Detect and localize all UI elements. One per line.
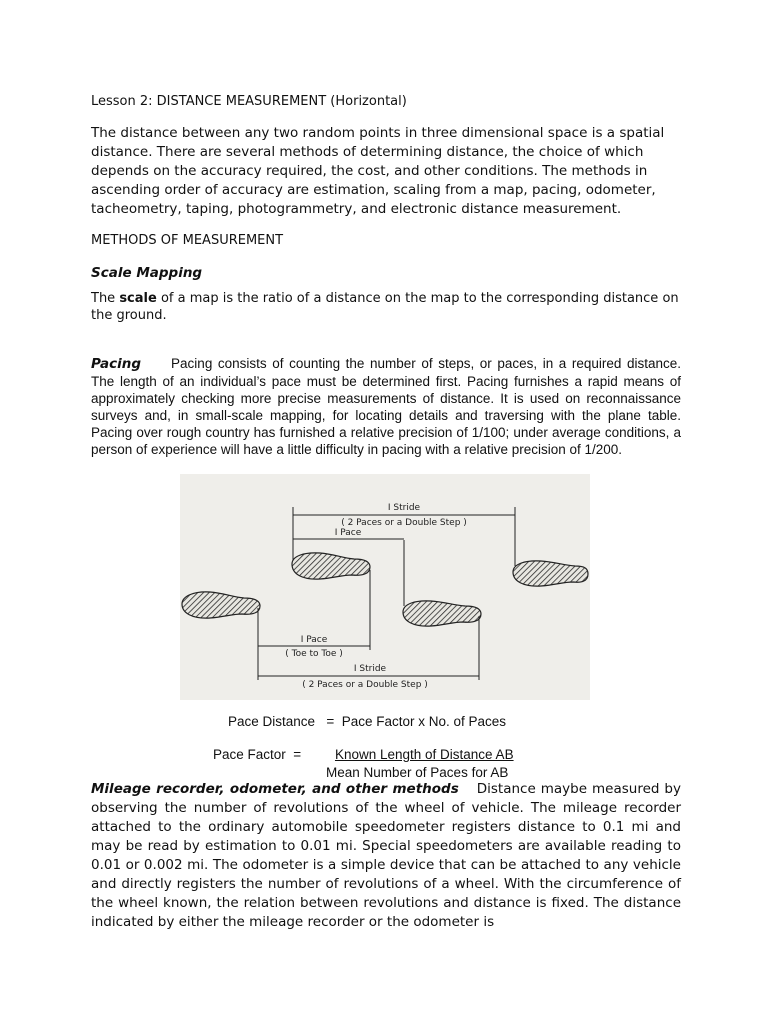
pace-factor-numerator: Known Length of Distance AB (334, 747, 514, 762)
scale-mapping-heading: Scale Mapping (91, 265, 203, 281)
methods-heading: METHODS OF MEASUREMENT (91, 233, 284, 248)
mileage-text: Distance maybe measured by observing the number of revolutions of the wheel of vehicle. The mileage recorder attached to the ordinary automobile speedometer registers distance to 0.1 mi and may be read by estimation to 0.01 mi. Special speedometers are available reading to 0.01 or 0.002 mi. The odometer is a simple device that can be attached to any vehicle and directly registers the number of revolutions of a wheel. With the circumference of the wheel known, the relation between revolutions and distance is fixed. The distance indicated by either the mileage recorder or the odometer is (91, 781, 681, 930)
top-pace-label: I Pace (334, 528, 362, 538)
pacing-text: Pacing consists of counting the number of steps, or paces, in a required distance. The length of an individual’s pace must be determined first. Pacing furnishes a rapid means of approximately checking more precise measurements of distance. It is used on reconnaissance surveys and, in small-scale mapping, for locating details and traversing with the plane table. Pacing over rough country has furnished a relative precision of 1/100; under average conditions, a person of experience will have a little difficulty in pacing with a relative precision of 1/200. (91, 356, 681, 457)
pace-factor-denominator: Mean Number of Paces for AB (326, 765, 509, 780)
pace-distance-lhs: Pace Distance (228, 714, 316, 729)
bottom-pace-note: ( Toe to Toe ) (285, 649, 343, 659)
mileage-lead: Mileage recorder, odometer, and other methods (91, 781, 459, 797)
top-stride-note: ( 2 Paces or a Double Step ) (341, 518, 467, 528)
lesson-title: Lesson 2: DISTANCE MEASUREMENT (Horizontal) (91, 94, 407, 109)
pace-factor-formula (213, 746, 643, 763)
equals-sign-2: = (293, 747, 302, 762)
intro-paragraph: The distance between any two random points in three dimensional space is a spatial distance. There are several methods of determining distance, the choice of which depends on the accuracy required, the cost, and other conditions. The methods in ascending order of accuracy are estimation, scaling from a map, pacing, odometer, tacheometry, taping, photogrammetry, and electronic distance measurement. (91, 125, 665, 217)
scale-pre: The (91, 291, 120, 306)
pacing-paragraph (91, 355, 681, 458)
mileage-paragraph (91, 780, 681, 932)
bottom-stride-label: I Stride (353, 664, 387, 674)
scale-term: scale (119, 291, 157, 306)
scale-post: of a map is the ratio of a distance on the map to the corresponding distance on the ground. (91, 291, 679, 323)
pace-distance-formula (228, 713, 648, 730)
bottom-stride-note: ( 2 Paces or a Double Step ) (302, 680, 428, 690)
top-stride-label: I Stride (387, 503, 421, 513)
pace-factor-lhs: Pace Factor (213, 747, 286, 762)
pace-distance-rhs: Pace Factor x No. of Paces (341, 714, 507, 729)
bottom-pace-label: I Pace (300, 635, 328, 645)
equals-sign: = (326, 714, 335, 729)
scale-paragraph (91, 290, 681, 324)
pacing-lead: Pacing (91, 356, 142, 372)
pacing-figure (180, 474, 590, 700)
